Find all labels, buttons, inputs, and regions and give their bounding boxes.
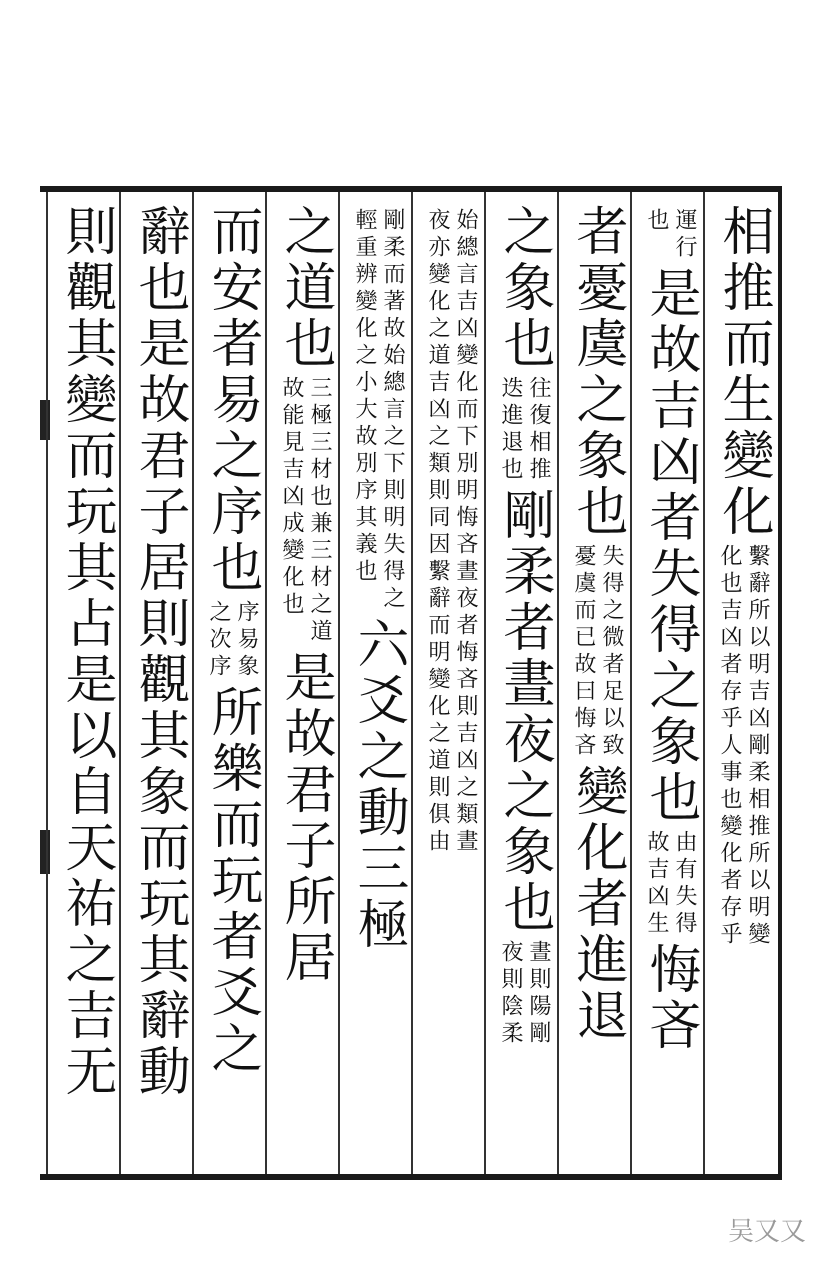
annotation-line: 之次序 — [206, 600, 231, 681]
annotation-line: 序易象 — [234, 600, 259, 681]
main-text: 剛柔者晝夜之象也 — [494, 488, 554, 936]
text-column — [486, 204, 562, 1164]
annotation-note — [645, 208, 695, 262]
annotation-line: 故能見吉凶成變化也 — [279, 376, 304, 619]
text-column — [267, 204, 343, 1164]
annotation-line: 繫辭所以明吉凶剛柔相推所以明變 — [745, 544, 770, 949]
annotation-line: 晝則陽剛 — [526, 940, 551, 1048]
text-column — [559, 204, 635, 1164]
watermark: 吴又又 — [727, 1217, 806, 1247]
annotation-note — [280, 376, 330, 646]
text-column — [121, 204, 197, 1164]
main-text: 是故吉凶者失得之象也 — [640, 266, 700, 826]
annotation-note — [499, 376, 549, 484]
annotation-line: 由有失得 — [672, 830, 697, 938]
annotation-line: 故吉凶生 — [644, 830, 669, 938]
main-text: 相推而生變化 — [713, 204, 773, 540]
main-text: 悔吝 — [640, 942, 700, 1054]
annotation-note — [572, 544, 622, 760]
annotation-note — [499, 940, 549, 1048]
text-column — [194, 204, 270, 1164]
annotation-line: 失得之微者足以致 — [599, 544, 624, 760]
main-text: 辭也是故君子居則觀其象而玩其辭動 — [129, 204, 189, 1100]
main-text: 則觀其變而玩其占是以自天祐之吉无 — [56, 204, 116, 1100]
annotation-line: 輕重辨變化之小大故別序其義也 — [352, 208, 377, 586]
main-text: 之道也 — [275, 204, 335, 372]
annotation-line: 化也吉凶者存乎人事也變化者存乎 — [717, 544, 742, 949]
annotation-line: 往復相推 — [526, 376, 551, 484]
text-column — [340, 204, 416, 1164]
annotation-line: 夜則陰柔 — [498, 940, 523, 1048]
main-text: 者憂虞之象也 — [567, 204, 627, 540]
main-text: 而安者易之序也 — [202, 204, 262, 596]
main-text: 六爻之動三極 — [348, 617, 408, 953]
text-column — [413, 204, 489, 1164]
annotation-line: 運行 — [672, 208, 697, 262]
annotation-line: 始總言吉凶變化而下別明悔吝晝夜者悔吝則吉凶之類晝 — [453, 208, 478, 856]
annotation-note — [718, 544, 768, 949]
annotation-note — [353, 208, 403, 613]
annotation-line: 夜亦變化之道吉凶之類則同因繫辭而明變化之道則俱由 — [425, 208, 450, 856]
annotation-line: 也 — [644, 208, 669, 235]
main-text: 所樂而玩者爻之 — [202, 685, 262, 1077]
annotation-line: 剛柔而著故始總言之下則明失得之 — [380, 208, 405, 613]
annotation-note — [426, 208, 476, 856]
main-text: 之象也 — [494, 204, 554, 372]
annotation-note — [207, 600, 257, 681]
annotation-note — [645, 830, 695, 938]
main-text: 是故君子所居 — [275, 650, 335, 986]
main-text: 變化者進退 — [567, 764, 627, 1044]
annotation-line: 三極三材也兼三材之道 — [307, 376, 332, 646]
text-column — [632, 204, 708, 1164]
text-column — [48, 204, 124, 1164]
text-column — [705, 204, 781, 1164]
column-rule — [46, 192, 48, 1174]
annotation-line: 憂虞而已故曰悔吝 — [571, 544, 596, 760]
annotation-line: 迭進退也 — [498, 376, 523, 484]
